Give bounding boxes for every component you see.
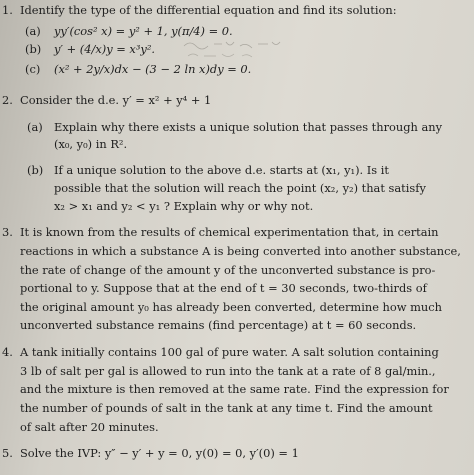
q2b-line-2: possible that the solution will reach the point (x₂, y₂) that satisfy — [54, 181, 426, 195]
q4-line-2: 3 lb of salt per gal is allowed to run into the tank at a rate of 8 gal/min., — [20, 364, 436, 378]
q5-number: 5. — [2, 446, 13, 460]
q3-line-6: unconverted substance remains (find percentage) at t = 60 seconds. — [20, 318, 417, 332]
pencil-scribble — [180, 38, 290, 62]
q4-line-4: the number of pounds of salt in the tank at any time t. Find the amount — [20, 401, 433, 415]
q2a-line-1: Explain why there exists a unique solution that passes through any — [54, 120, 443, 134]
q2-prompt: Consider the d.e. y′ = x² + y⁴ + 1 — [20, 93, 212, 107]
q1a-equation: yy′(cos² x) = y² + 1, y(π/4) = 0. — [54, 24, 233, 38]
q3-line-3: the rate of change of the amount y of the unconverted substance is pro- — [20, 263, 436, 277]
q1-number: 1. — [2, 3, 13, 17]
q3-line-1: It is known from the results of chemical experimentation that, in certain — [20, 225, 439, 239]
q2b-label: (b) — [27, 163, 44, 177]
q5-prompt: Solve the IVP: y″ − y′ + y = 0, y(0) = 0, y′(0) = 1 — [20, 446, 299, 460]
q1b-equation: y′ + (4/x)y = x³y². — [54, 42, 156, 56]
q1a-label: (a) — [25, 24, 41, 38]
q3-number: 3. — [2, 225, 13, 239]
q2-number: 2. — [2, 93, 13, 107]
q1c-label: (c) — [25, 62, 41, 76]
q4-line-5: of salt after 20 minutes. — [20, 420, 159, 434]
q2b-line-1: If a unique solution to the above d.e. starts at (x₁, y₁). Is it — [54, 163, 389, 177]
q4-line-3: and the mixture is then removed at the same rate. Find the expression for — [20, 382, 449, 396]
q1c-equation: (x² + 2y/x)dx − (3 − 2 ln x)dy = 0. — [54, 62, 252, 76]
q3-line-2: reactions in which a substance A is being converted into another substance, — [20, 244, 461, 258]
q2a-label: (a) — [27, 120, 43, 134]
q4-line-1: A tank initially contains 100 gal of pure water. A salt solution containing — [20, 345, 439, 359]
q4-number: 4. — [2, 345, 13, 359]
q2a-line-2: (x₀, y₀) in R². — [54, 137, 128, 151]
q1-prompt: Identify the type of the differential equation and find its solution: — [20, 3, 397, 17]
q3-line-4: portional to y. Suppose that at the end of t = 30 seconds, two-thirds of — [20, 281, 427, 295]
q2b-line-3: x₂ > x₁ and y₂ < y₁ ? Explain why or why not. — [54, 199, 314, 213]
q3-line-5: the original amount y₀ has already been converted, determine how much — [20, 300, 442, 314]
q1b-label: (b) — [25, 42, 42, 56]
